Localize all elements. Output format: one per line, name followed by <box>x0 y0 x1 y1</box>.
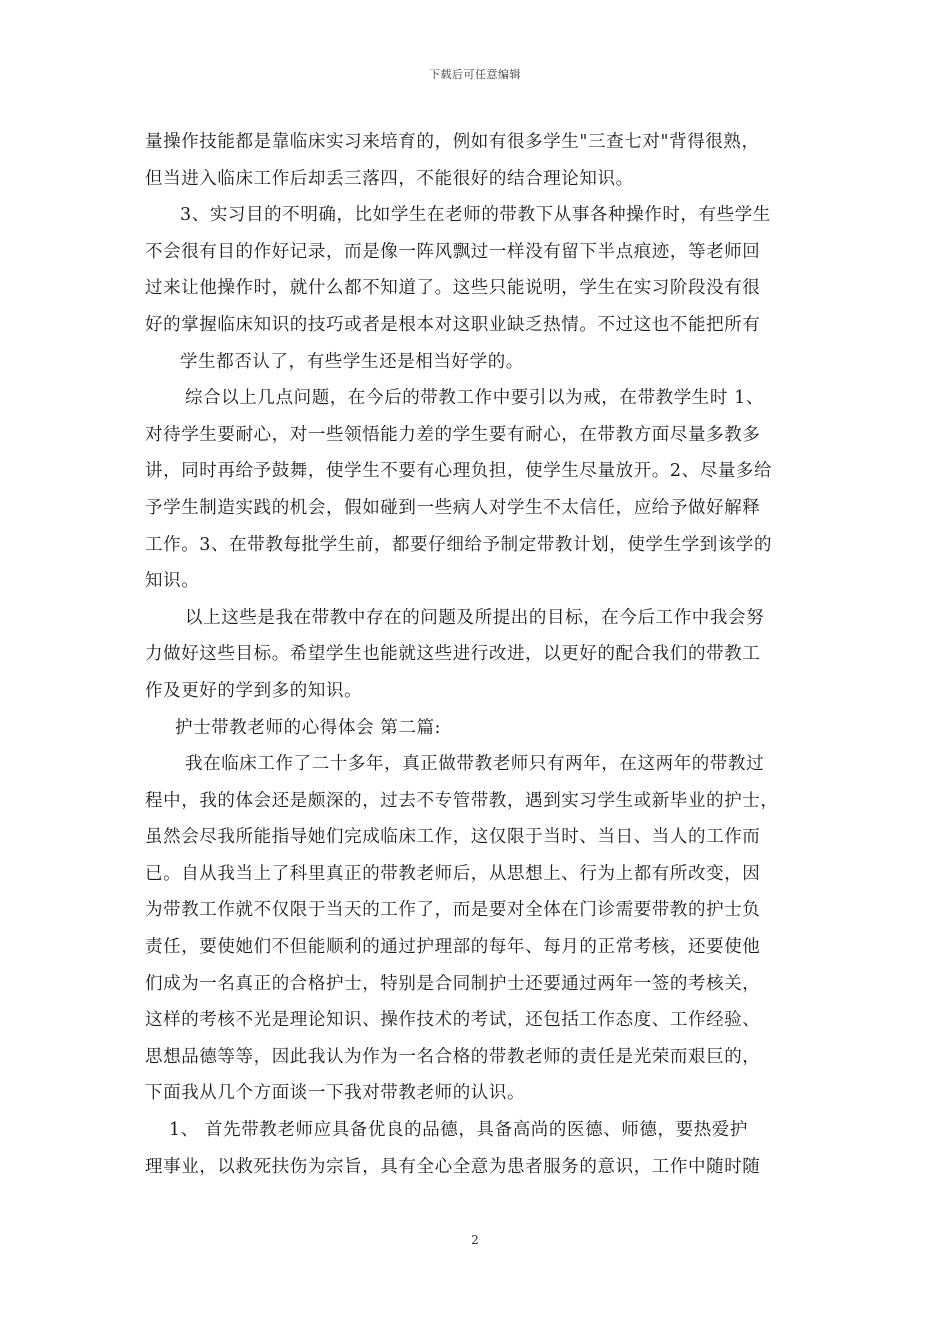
text-line: 工作。3、在带教每批学生前，都要仔细给予制定带教计划，使学生学到该学的 <box>145 534 773 555</box>
text-line: 责任，要使她们不但能顺利的通过护理部的每年、每月的正常考核，还要使他 <box>145 937 761 958</box>
text-line: 不会很有目的作好记录，而是像一阵风飘过一样没有留下半点痕迹，等老师回 <box>145 241 761 262</box>
page-number: 2 <box>471 1233 479 1247</box>
text-line: 这样的考核不光是理论知识、操作技术的考试，还包括工作态度、工作经验、 <box>145 1010 761 1031</box>
text-line: 理事业，以救死扶伤为宗旨，具有全心全意为患者服务的意识，工作中随时随 <box>145 1156 761 1177</box>
text-line: 我在临床工作了二十多年，真正做带教老师只有两年，在这两年的带教过 <box>185 754 765 775</box>
text-line: 学生都否认了，有些学生还是相当好学的。 <box>180 351 524 372</box>
text-line: 们成为一名真正的合格护士，特别是合同制护士还要通过两年一签的考核关， <box>145 973 761 994</box>
text-line: 过来让他操作时，就什么都不知道了。这些只能说明，学生在实习阶段没有很 <box>145 278 761 299</box>
text-line: 为带教工作就不仅限于当天的工作了，而是要对全体在门诊需要带教的护士负 <box>145 900 761 921</box>
section-heading: 护士带教老师的心得体会 第二篇: <box>175 717 442 738</box>
text-line: 作及更好的学到多的知识。 <box>145 680 363 701</box>
text-line: 好的掌握临床知识的技巧或者是根本对这职业缺乏热情。不过这也不能把所有 <box>145 314 761 335</box>
text-line: 对待学生要耐心，对一些领悟能力差的学生要有耐心，在带教方面尽量多教多 <box>145 424 761 445</box>
text-line: 但当进入临床工作后却丢三落四，不能很好的结合理论知识。 <box>145 168 634 189</box>
text-line: 力做好这些目标。希望学生也能就这些进行改进，以更好的配合我们的带教工 <box>145 644 761 665</box>
text-line: 1、 首先带教老师应具备优良的品德，具备高尚的医德、师德，要热爱护 <box>169 1120 748 1141</box>
text-line: 已。自从我当上了科里真正的带教老师后，从思想上、行为上都有所改变，因 <box>145 863 761 884</box>
text-line: 量操作技能都是靠临床实习来培育的，例如有很多学生"三查七对"背得很熟， <box>145 132 760 152</box>
text-line: 下面我从几个方面谈一下我对带教老师的认识。 <box>145 1083 526 1104</box>
text-line: 虽然会尽我所能指导她们完成临床工作，这仅限于当时、当日、当人的工作而 <box>145 827 761 848</box>
text-line: 予学生制造实践的机会，假如碰到一些病人对学生不太信任，应给予做好解释 <box>145 497 761 518</box>
text-line: 程中，我的体会还是颇深的，过去不专管带教，遇到实习学生或新毕业的护士， <box>145 790 779 811</box>
text-line: 以上这些是我在带教中存在的问题及所提出的目标，在今后工作中我会努 <box>185 607 765 628</box>
text-line: 3、实习目的不明确，比如学生在老师的带教下从事各种操作时，有些学生 <box>180 205 771 226</box>
text-line: 思想品德等等，因此我认为作为一名合格的带教老师的责任是光荣而艰巨的， <box>145 1046 761 1067</box>
text-line: 知识。 <box>145 571 200 592</box>
page-header: 下载后可任意编辑 <box>429 68 521 81</box>
text-line: 综合以上几点问题，在今后的带教工作中要引以为戒，在带教学生时 1、 <box>185 388 764 409</box>
text-line: 讲，同时再给予鼓舞，使学生不要有心理负担，使学生尽量放开。2、尽量多给 <box>145 461 773 482</box>
document-body <box>145 124 805 1185</box>
